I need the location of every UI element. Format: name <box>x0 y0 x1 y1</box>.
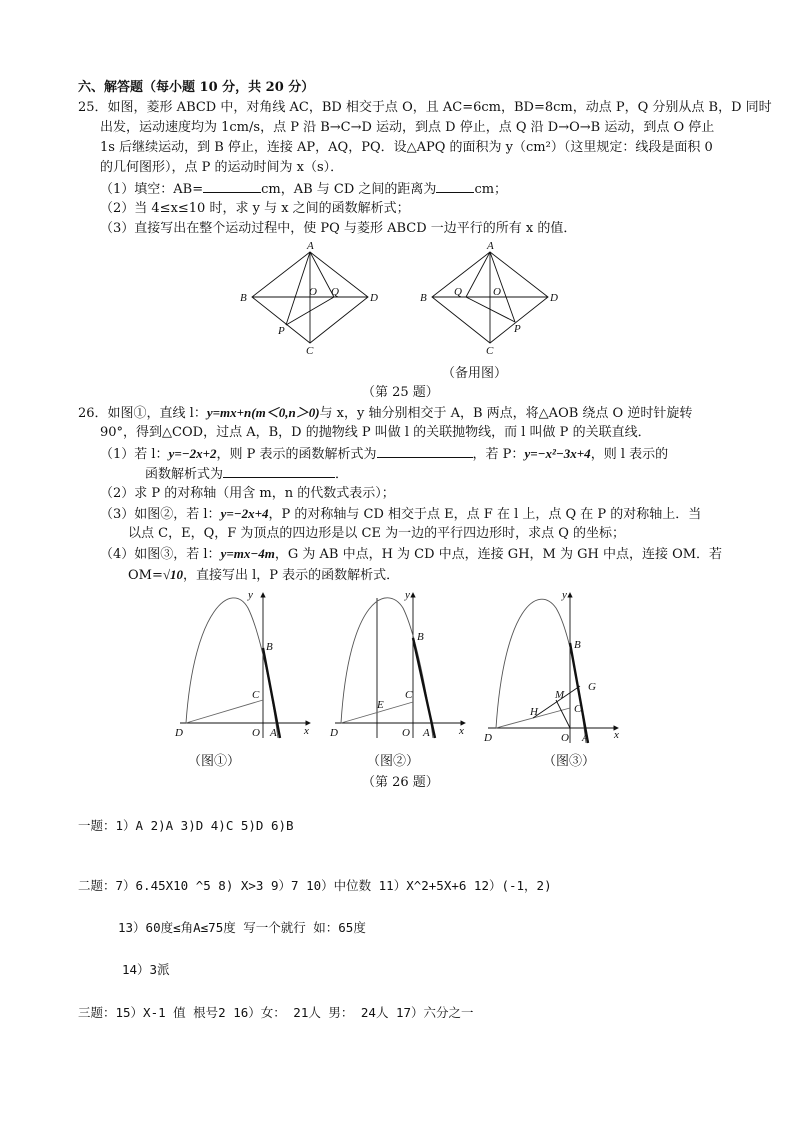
label-C: C <box>486 345 494 357</box>
q25-sub1-b: cm，AB 与 CD 之间的距离为 <box>261 182 437 197</box>
q26-figure-2 <box>325 588 475 748</box>
label-Q: Q <box>454 286 462 298</box>
q26-sub1-a: （1）若 l： <box>100 447 169 462</box>
answer-line-1: 一题：1）A 2)A 3)D 4)C 5)D 6)B <box>78 818 294 833</box>
q26-sub1-c: ，若 P： <box>472 447 525 462</box>
q26-sub1-e: 函数解析式为 <box>145 467 224 482</box>
answer-line-4: 14）3派 <box>122 962 170 977</box>
label-C: C <box>306 345 314 357</box>
label-C: C <box>252 689 260 701</box>
q26-figure-1 <box>170 588 320 748</box>
section-title: 六、解答题（每小题 10 分，共 20 分） <box>78 80 315 95</box>
q26-sub4 <box>100 545 722 564</box>
label-D: D <box>370 292 378 304</box>
q26-sub4-eq2: √10 <box>162 567 184 582</box>
answer-blank <box>377 445 473 458</box>
answer-blank <box>223 465 335 478</box>
label-D: D <box>484 732 492 744</box>
q26-line1-b: 与 x，y 轴分别相交于 A，B 两点，将△AOB 绕点 O 逆时针旋转 <box>319 406 693 421</box>
q25-line2: 出发，运动速度均为 1cm/s，点 P 沿 B→C→D 运动，到点 D 停止，点 Q 沿 D→O→B 运动，到点 O 停止 <box>100 120 715 135</box>
q26-sub3-eq: y=−2x+4 <box>220 506 269 521</box>
q26-line2: 90°，得到△COD，过点 A，B，D 的抛物线 P 叫做 l 的关联抛物线，而 l 叫做 P 的关联直线． <box>100 425 651 440</box>
label-x: x <box>614 729 619 741</box>
q26-line1-eq: y=mx+n(m＜0,n＞0) <box>206 405 320 420</box>
label-A: A <box>270 727 277 739</box>
label-E: E <box>377 699 384 711</box>
label-D: D <box>175 727 183 739</box>
label-M: M <box>555 689 565 701</box>
label-Q: Q <box>331 286 339 298</box>
answer-line-2: 二题：7）6.45X10 ^5 8) X>3 9）7 10）中位数 11）X^2+5X+6 12）(-1，2) <box>78 878 552 893</box>
answer-blank <box>203 180 261 193</box>
q26-fig2-caption: （图②） <box>367 754 420 769</box>
label-O: O <box>402 727 410 739</box>
q26-figure-3 <box>478 588 628 748</box>
label-O: O <box>493 286 501 298</box>
label-D: D <box>550 292 558 304</box>
label-x: x <box>459 725 464 737</box>
q26-sub1-eq1: y=−2x+2 <box>168 446 217 461</box>
q26-sub4-a: （4）如图③，若 l： <box>100 547 221 562</box>
q25-sub1-c: cm； <box>474 182 508 197</box>
label-B: B <box>417 631 424 643</box>
q26-sub1-d: ，则 l 表示的 <box>590 447 669 462</box>
q26-fig3-caption: （图③） <box>543 754 596 769</box>
q26-sub4-b: ，G 为 AB 中点，H 为 CD 中点，连接 GH，M 为 GH 中点，连接 OM．若 <box>274 547 723 562</box>
q26-sub1 <box>100 445 668 464</box>
label-D: D <box>330 727 338 739</box>
label-A: A <box>307 240 314 252</box>
q26-sub1-cont <box>145 465 348 484</box>
answer-line-3: 13）60度≤角A≤75度 写一个就行 如：65度 <box>118 920 366 935</box>
label-y: y <box>562 589 567 601</box>
label-x: x <box>304 725 309 737</box>
q26-sub3-b: ，P 的对称轴与 CD 相交于点 E，点 F 在 l 上，点 Q 在 P 的对称轴上．当 <box>268 507 702 522</box>
q26-sub1-eq2: y=−x²−3x+4 <box>524 446 591 461</box>
q26-line1 <box>78 404 692 423</box>
q25-line4: 的几何图形），点 P 的运动时间为 x（s）． <box>100 160 344 175</box>
q26-sub4-eq: y=mx−4m <box>220 546 275 561</box>
label-y: y <box>248 589 253 601</box>
label-A: A <box>582 732 589 744</box>
label-P: P <box>514 323 521 335</box>
label-y: y <box>405 589 410 601</box>
q26-sub2: （2）求 P 的对称轴（用含 m，n 的代数式表示）； <box>100 486 395 501</box>
q26-sub3 <box>100 505 701 524</box>
q26-sub4-c: OM= <box>128 568 163 583</box>
q25-caption: （第 25 题） <box>362 385 439 400</box>
q26-sub3-a: （3）如图②，若 l： <box>100 507 221 522</box>
label-O: O <box>252 727 260 739</box>
label-B: B <box>420 292 427 304</box>
q25-figure-backup <box>410 240 570 358</box>
label-C: C <box>574 703 582 715</box>
label-B: B <box>574 639 581 651</box>
q25-line1: 25．如图，菱形 ABCD 中，对角线 AC，BD 相交于点 O，且 AC=6cm，BD=8cm，动点 P，Q 分别从点 B，D 同时 <box>78 100 772 115</box>
label-H: H <box>530 706 538 718</box>
label-B: B <box>266 641 273 653</box>
q25-backup-caption: （备用图） <box>442 366 508 381</box>
q26-caption: （第 26 题） <box>362 775 439 790</box>
label-O: O <box>561 732 569 744</box>
q26-sub4-d: ，直接写出 l，P 表示的函数解析式． <box>183 568 400 583</box>
q26-fig1-caption: （图①） <box>188 754 241 769</box>
q25-sub1-a: （1）填空：AB= <box>100 182 204 197</box>
q25-line3: 1s 后继续运动，到 B 停止，连接 AP，AQ，PQ．设△APQ 的面积为 y（cm²）（这里规定：线段是面积 0 <box>100 140 713 155</box>
q26-line1-a: 26．如图①，直线 l： <box>78 406 207 421</box>
q26-sub4-cont <box>128 566 399 585</box>
q26-sub1-b: ，则 P 表示的函数解析式为 <box>216 447 377 462</box>
answer-blank <box>436 180 474 193</box>
answer-line-5: 三题：15）X-1 值 根号2 16）女： 21人 男： 24人 17）六分之一 <box>78 1005 474 1020</box>
label-A: A <box>423 727 430 739</box>
label-B: B <box>240 292 247 304</box>
q26-sub1-f: ． <box>335 467 349 482</box>
q25-sub1 <box>100 180 507 199</box>
q26-sub3-cont: 以点 C，E，Q，F 为顶点的四边形是以 CE 为一边的平行四边形时，求点 Q 的坐标； <box>128 526 626 541</box>
label-G: G <box>588 681 596 693</box>
q25-sub2: （2）当 4≤x≤10 时，求 y 与 x 之间的函数解析式； <box>100 201 410 216</box>
label-O: O <box>309 286 317 298</box>
label-A: A <box>487 240 494 252</box>
q25-figure-main <box>230 240 390 358</box>
label-C: C <box>405 689 413 701</box>
label-P: P <box>278 325 285 337</box>
q25-sub3: （3）直接写出在整个运动过程中，使 PQ 与菱形 ABCD 一边平行的所有 x 的值． <box>100 221 577 236</box>
